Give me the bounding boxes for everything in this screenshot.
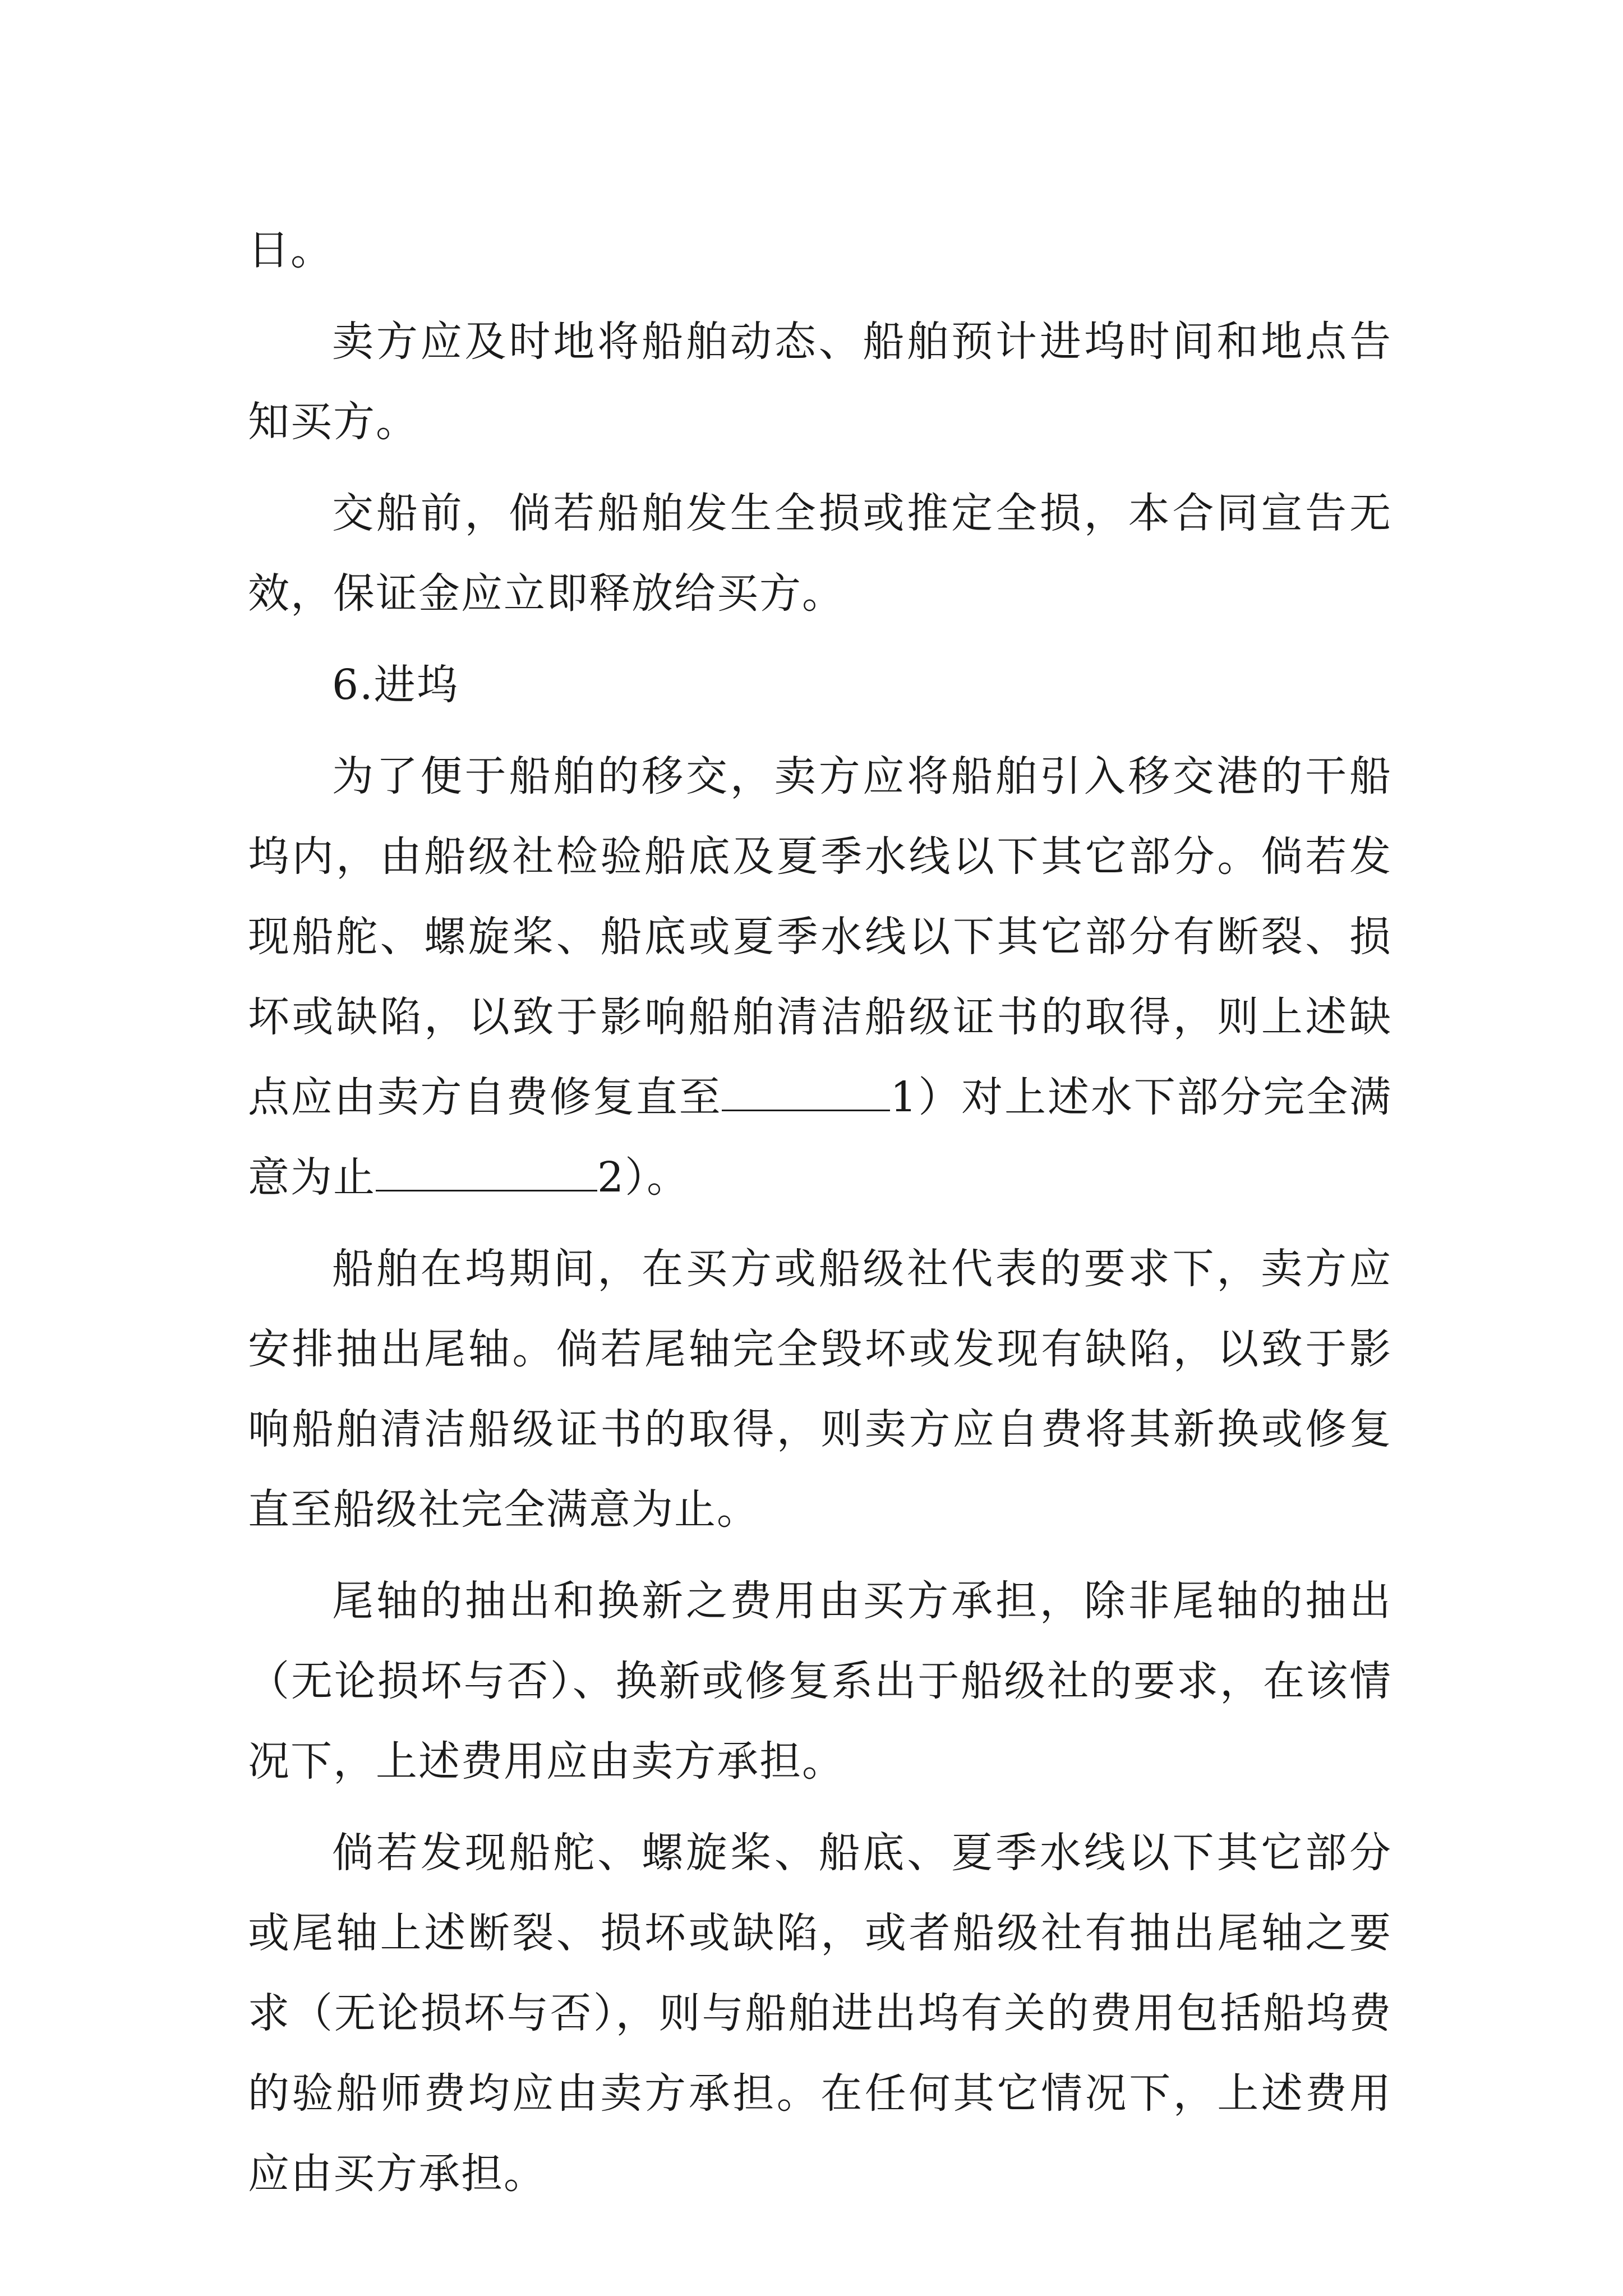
paragraph-drydock-inspection (248, 737, 1392, 1218)
document-body (248, 210, 1392, 2225)
paragraph-text: 为了便于船舶的移交，卖方应将船舶引入移交港的干船坞内，由船级社检验船底及夏季水线以下其它部分。倘若发现船舵、螺旋桨、船底或夏季水线以下其它部分有断裂、损坏或缺陷，以致于影响船舶清洁船级证书的取得，则上述缺点应由卖方自费修复直至 (248, 752, 1392, 1121)
section-heading-drydocking: 6.进坞 (332, 661, 459, 709)
paragraph-total-loss: 交船前，倘若船舶发生全损或推定全损，本合同宣告无效，保证金应立即释放给买方。 (248, 489, 1392, 618)
paragraph-tailshaft-costs: 尾轴的抽出和换新之费用由买方承担，除非尾轴的抽出（无论损坏与否）、换新或修复系出于船级社的要求，在该情况下，上述费用应由卖方承担。 (248, 1577, 1392, 1786)
paragraph-ship-status-notice: 卖方应及时地将船舶动态、船舶预计进坞时间和地点告知买方。 (248, 318, 1392, 446)
paragraph-drydock-costs: 倘若发现船舵、螺旋桨、船底、夏季水线以下其它部分或尾轴上述断裂、损坏或缺陷，或者船级社有抽出尾轴之要求（无论损坏与否），则与船舶进出坞有关的费用包括船坞费的验船师费均应由卖方承担。在任何其它情况下，上述费用应由买方承担。 (248, 1829, 1392, 2198)
paragraph-text: 1）对上述水下部分完全满意为止 (248, 1073, 1392, 1202)
paragraph-tailshaft-drawing: 船舶在坞期间，在买方或船级社代表的要求下，卖方应安排抽出尾轴。倘若尾轴完全毁坏或发现有缺陷，以致于影响船舶清洁船级证书的取得，则卖方应自费将其新换或修复直至船级社完全满意为止。 (248, 1245, 1392, 1534)
paragraph-text: 2）。 (597, 1153, 690, 1202)
fill-in-blank-1 (722, 1070, 890, 1111)
fill-in-blank-2 (376, 1151, 597, 1191)
paragraph-continuation: 日。 (248, 226, 333, 274)
